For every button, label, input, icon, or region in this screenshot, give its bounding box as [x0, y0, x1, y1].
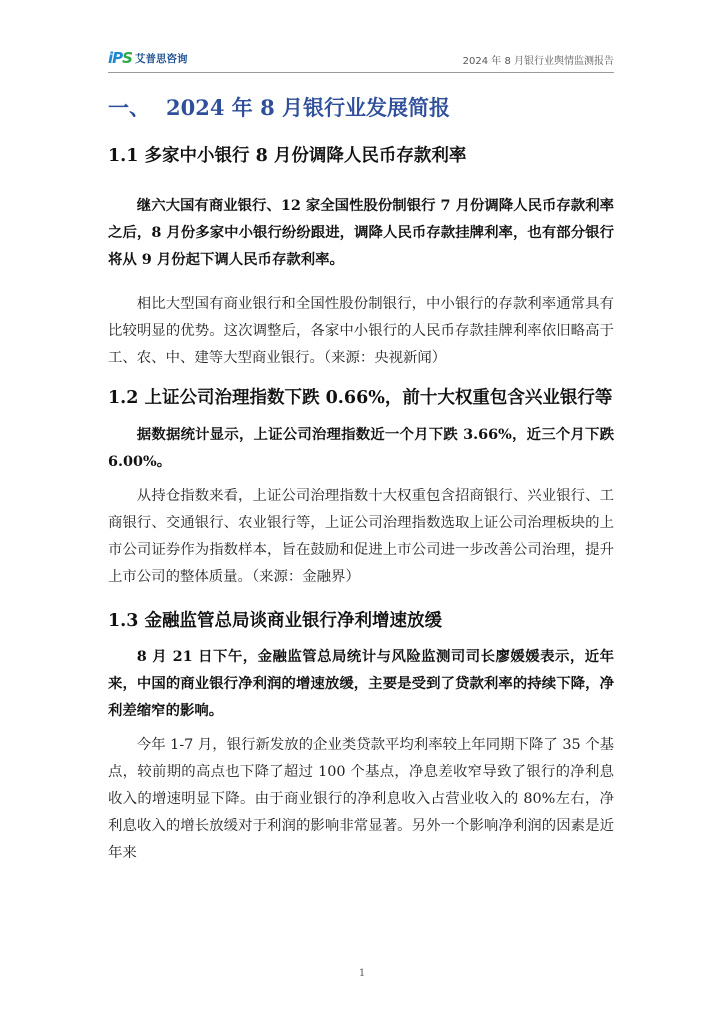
section-heading	[108, 88, 614, 128]
lead-paragraph-1-2: 据数据统计显示，上证公司治理指数近一个月下跌 3.66%，近三个月下跌 6.00%。	[108, 426, 614, 470]
body-paragraph-1-2: 从持仓指数来看，上证公司治理指数十大权重包含招商银行、兴业银行、工商银行、交通银行、农业银行等，上证公司治理指数选取上证公司治理板块的上市公司证券作为指数样本，旨在鼓励和促进上市公司进一步改善公司治理，提升上市公司的整体质量。（来源：金融界）	[108, 488, 614, 585]
body-paragraph-1-3: 今年 1-7 月，银行新发放的企业类贷款平均利率较上年同期下降了 35 个基点，较前期的高点也下降了超过 100 个基点，净息差收窄导致了银行的净利息收入的增速明显下降。由于商业银行的净利息收入占营业收入的 80%左右，净利息收入的增长放缓对于利润的影响非常显著。另外一个影响净利润的因素是近年来	[108, 737, 614, 861]
report-title: 2024 年 8 月银行业舆情监测报告	[462, 56, 614, 67]
section-title: 2024 年 8 月银行业发展简报	[166, 95, 450, 120]
lead-paragraph-1-1: 继六大国有商业银行、12 家全国性股份制银行 7 月份调降人民币存款利率之后，8 月份多家中小银行纷纷跟进，调降人民币存款挂牌利率，也有部分银行将从 9 月份起下调人民币存款利率。	[108, 197, 614, 268]
logo-text: 艾普思咨询	[134, 52, 188, 65]
section-number: 一、	[108, 95, 150, 120]
logo-mark: iPS	[108, 49, 132, 67]
subsection-heading-1-3: 1.3 金融监管总局谈商业银行净利增速放缓	[108, 611, 443, 631]
document-body	[108, 88, 614, 867]
page-number: 1	[358, 968, 366, 979]
subsection-heading-1-2: 1.2 上证公司治理指数下跌 0.66%，前十大权重包含兴业银行等	[108, 388, 613, 408]
lead-paragraph-1-3: 8 月 21 日下午，金融监管总局统计与风险监测司司长廖媛媛表示，近年来，中国的商业银行净利润的增速放缓，主要是受到了贷款利率的持续下降，净利差缩窄的影响。	[108, 648, 614, 719]
page-header	[108, 46, 614, 73]
body-paragraph-1-1: 相比大型国有商业银行和全国性股份制银行，中小银行的存款利率通常具有比较明显的优势。这次调整后，各家中小银行的人民币存款挂牌利率依旧略高于工、农、中、建等大型商业银行。（来源：央视新闻）	[108, 296, 614, 366]
company-logo	[108, 49, 187, 67]
subsection-heading-1-1: 1.1 多家中小银行 8 月份调降人民币存款利率	[108, 146, 467, 166]
